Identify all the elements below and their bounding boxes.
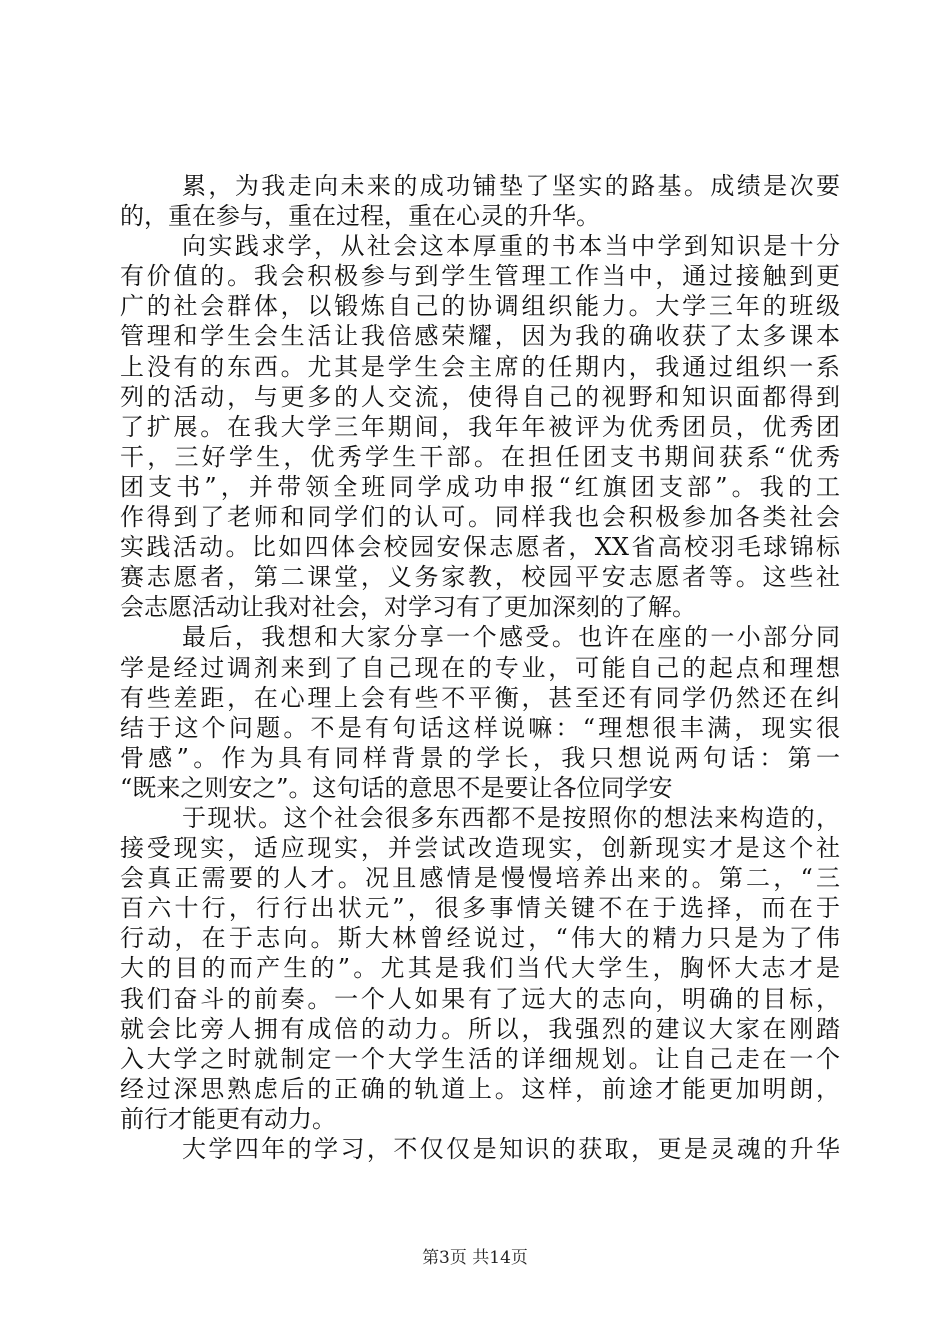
page-footer: 第3页 共14页 (422, 1248, 528, 1268)
text-line: 我们奋斗的前奏。一个人如果有了远大的志向，明确的目标， (120, 984, 840, 1013)
text-line: 大的目的而产生的”。尤其是我们当代大学生，胸怀大志才是 (120, 954, 840, 983)
text-line: 会志愿活动让我对社会，对学习有了更加深刻的了解。 (120, 593, 696, 622)
text-line: 管理和学生会生活让我倍感荣耀，因为我的确收获了太多课本 (120, 322, 840, 351)
text-line: “既来之则安之”。这句话的意思不是要让各位同学安 (120, 773, 673, 802)
text-line: 有些差距，在心理上会有些不平衡，甚至还有同学仍然还在纠 (120, 683, 840, 712)
text-line: 会真正需要的人才。况且感情是慢慢培养出来的。第二，“三 (120, 864, 840, 893)
text-line: 列的活动，与更多的人交流，使得自己的视野和知识面都得到 (120, 382, 840, 411)
text-line: 接受现实，适应现实，并尝试改造现实，创新现实才是这个社 (120, 834, 840, 863)
text-line: 入大学之时就制定一个大学生活的详细规划。让自己走在一个 (120, 1044, 840, 1073)
text-line: 赛志愿者，第二课堂，义务家教，校园平安志愿者等。这些社 (120, 563, 840, 592)
text-line: 百六十行，行行出状元”，很多事情关键不在于选择，而在于 (120, 894, 840, 923)
text-line: 干，三好学生，优秀学生干部。在担任团支书期间获系“优秀 (120, 442, 840, 471)
text-line: 实践活动。比如四体会校园安保志愿者，XX省高校羽毛球锦标 (120, 533, 840, 562)
text-line: 就会比旁人拥有成倍的动力。所以，我强烈的建议大家在刚踏 (120, 1014, 840, 1043)
text-line: 团支书”，并带领全班同学成功申报“红旗团支部”。我的工 (120, 472, 840, 501)
text-line: 于现状。这个社会很多东西都不是按照你的想法来构造的， (182, 803, 840, 832)
text-line: 广的社会群体，以锻炼自己的协调组织能力。大学三年的班级 (120, 292, 840, 321)
text-line: 作得到了老师和同学们的认可。同样我也会积极参加各类社会 (120, 503, 840, 532)
text-line: 行动，在于志向。斯大林曾经说过，“伟大的精力只是为了伟 (120, 924, 840, 953)
text-line: 的，重在参与，重在过程，重在心灵的升华。 (120, 202, 600, 231)
text-line: 大学四年的学习，不仅仅是知识的获取，更是灵魂的升华 (182, 1135, 840, 1163)
text-line: 学是经过调剂来到了自己现在的专业，可能自己的起点和理想 (120, 653, 840, 682)
text-line: 最后，我想和大家分享一个感受。也许在座的一小部分同 (182, 623, 840, 652)
body-text (120, 171, 840, 1164)
text-line: 上没有的东西。尤其是学生会主席的任期内，我通过组织一系 (120, 352, 840, 381)
text-line: 累，为我走向未来的成功铺垫了坚实的路基。成绩是次要 (182, 172, 840, 200)
text-line: 结于这个问题。不是有句话这样说嘛：“理想很丰满，现实很 (120, 713, 840, 742)
text-line: 有价值的。我会积极参与到学生管理工作当中，通过接触到更 (120, 262, 840, 291)
text-line: 向实践求学，从社会这本厚重的书本当中学到知识是十分 (182, 232, 840, 261)
text-line: 骨感”。作为具有同样背景的学长，我只想说两句话：第一 (120, 743, 840, 772)
text-line: 经过深思熟虑后的正确的轨道上。这样，前途才能更加明朗， (120, 1074, 840, 1103)
text-line: 前行才能更有动力。 (120, 1104, 336, 1133)
text-line: 了扩展。在我大学三年期间，我年年被评为优秀团员，优秀团 (120, 412, 840, 441)
